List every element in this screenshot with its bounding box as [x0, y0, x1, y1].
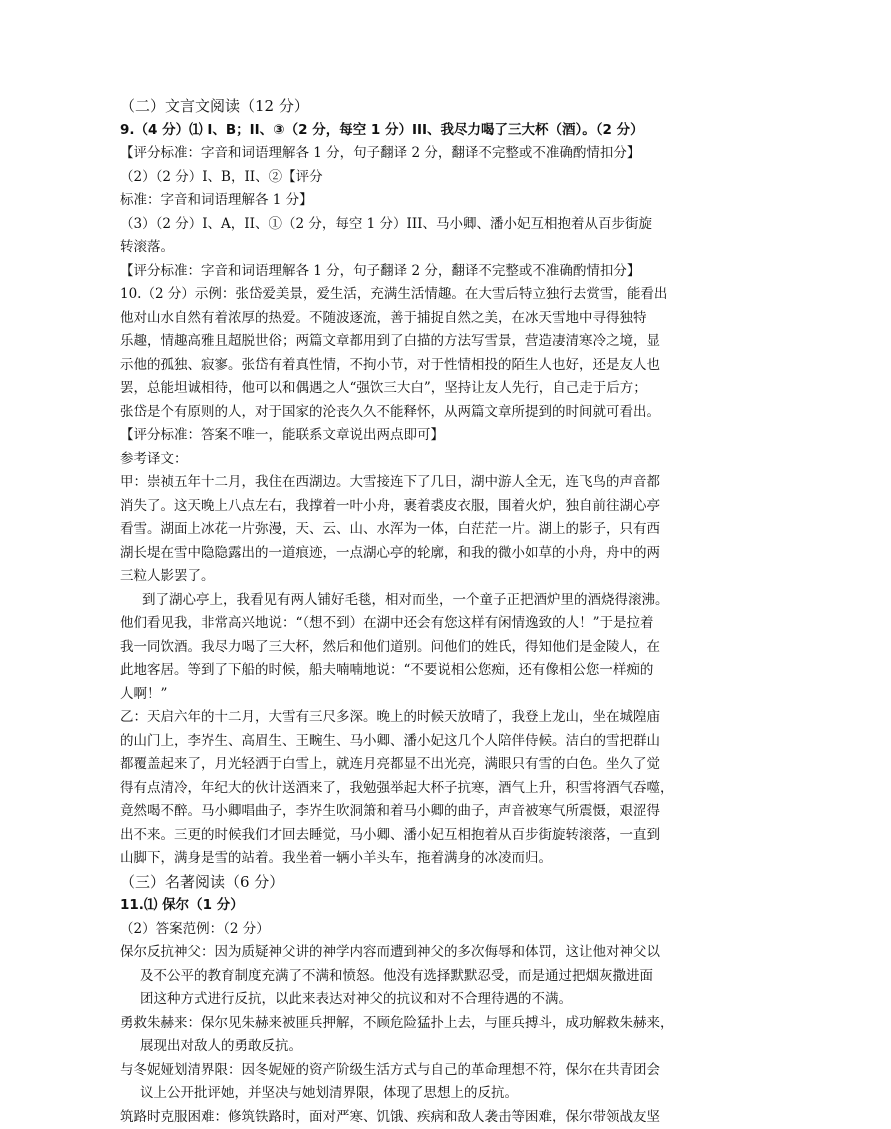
- q11-item-first-line: 筑路时克服困难：修筑铁路时，面对严寒、饥饿、疾病和敌人袭击等困难，保尔带领战友坚: [120, 1106, 780, 1129]
- q11-item-first-line: 保尔反抗神父：因为质疑神父讲的神学内容而遭到神父的多次侮辱和体罚，这让他对神父以: [120, 941, 780, 965]
- q9-sub3-continuation: 转滚落。: [120, 236, 780, 260]
- q10-line: 他对山水自然有着浓厚的热爱。不随波逐流，善于捕捉自然之美，在冰天雪地中寻得独特: [120, 307, 780, 331]
- q11-item: [120, 1059, 780, 1106]
- section-heading-classical: （二）文言文阅读（12 分）: [120, 95, 780, 119]
- translation-jia2-line: 此地客居。等到了下船的时候，船夫喃喃地说：“不要说相公您痴，还有像相公您一样痴的: [120, 659, 780, 683]
- translation-jia2-line: 他们看见我，非常高兴地说：“（想不到）在湖中还会有您这样有闲情逸致的人！”于是拉着: [120, 612, 780, 636]
- translation-jia2-line: 到了湖心亭上，我看见有两人铺好毛毯，相对而坐，一个童子正把酒炉里的酒烧得滚沸。: [120, 589, 780, 613]
- translation-jia-line: 湖长堤在雪中隐隐露出的一道痕迹，一点湖心亭的轮廓，和我的微小如草的小舟，舟中的两: [120, 542, 780, 566]
- translation-yi-line: 乙：天启六年的十二月，大雪有三尺多深。晚上的时候天放晴了，我登上龙山，坐在城隍庙: [120, 706, 780, 730]
- q11-item-cont-line: 议上公开批评她，并坚决与她划清界限，体现了思想上的反抗。: [120, 1082, 780, 1106]
- q10-line: 10.（2 分）示例：张岱爱美景，爱生活，充满生活情趣。在大雪后特立独行去赏雪，能看出: [120, 283, 780, 307]
- q11-sub1-line: 11.⑴ 保尔（1 分）: [120, 894, 780, 918]
- q9-answer-line: 9.（4 分）⑴ I、B；II、③（2 分，每空 1 分）III、我尽力喝了三大杯（酒）。（2 分）: [120, 119, 780, 143]
- q9-sub3-scoring-line: 【评分标准：字音和词语理解各 1 分，句子翻译 2 分，翻译不完整或不准确酌情扣分】: [120, 260, 780, 284]
- reference-translation-label: 参考译文：: [120, 448, 780, 472]
- q11-item: [120, 941, 780, 1012]
- q9-sub2-line: （2）（2 分）I、B，II、②【评分: [120, 166, 780, 190]
- translation-jia-line: 甲：崇祯五年十二月，我住在西湖边。大雪接连下了几日，湖中游人全无，连飞鸟的声音都: [120, 471, 780, 495]
- translation-jia2-line: 人啊！”: [120, 683, 780, 707]
- q9-scoring-line: 【评分标准：字音和词语理解各 1 分，句子翻译 2 分，翻译不完整或不准确酌情扣分】: [120, 142, 780, 166]
- translation-yi-line: 得有点清冷，年纪大的伙计送酒来了，我勉强举起大杯子抗寒，酒气上升，积雪将酒气吞噬，: [120, 777, 780, 801]
- translation-yi-line: 出不来。三更的时候我们才回去睡觉，马小卿、潘小妃互相抱着从百步街旋转滚落，一直到: [120, 824, 780, 848]
- q11-item-first-line: 勇救朱赫来：保尔见朱赫来被匪兵押解，不顾危险猛扑上去，与匪兵搏斗，成功解救朱赫来，: [120, 1012, 780, 1036]
- translation-yi-line: 竟然喝不醉。马小卿唱曲子，李岕生吹洞箫和着马小卿的曲子，声音被寒气所震慑，艰涩得: [120, 800, 780, 824]
- translation-jia2-line: 我一同饮酒。我尽力喝了三大杯，然后和他们道别。问他们的姓氏，得知他们是金陵人，在: [120, 636, 780, 660]
- q10-scoring-line: 【评分标准：答案不唯一，能联系文章说出两点即可】: [120, 424, 780, 448]
- translation-jia-line: 消失了。这天晚上八点左右，我撑着一叶小舟，裹着裘皮衣服，围着火炉，独自前往湖心亭: [120, 495, 780, 519]
- q11-item-cont-line: 展现出对敌人的勇敢反抗。: [120, 1035, 780, 1059]
- q10-line: 乐趣，情趣高雅且超脱世俗；两篇文章都用到了白描的方法写雪景，营造凄清寒冷之境，显: [120, 330, 780, 354]
- q10-line: 罢，总能坦诚相待，他可以和偶遇之人“强饮三大白”，坚持让友人先行，自己走于后方；: [120, 377, 780, 401]
- translation-jia-line: 看雪。湖面上冰花一片弥漫，天、云、山、水浑为一体，白茫茫一片。湖上的影子，只有西: [120, 518, 780, 542]
- translation-yi-line: 山脚下，满身是雪的站着。我坐着一辆小羊头车，拖着满身的冰凌而归。: [120, 847, 780, 871]
- translation-jia-line: 三粒人影罢了。: [120, 565, 780, 589]
- document-page: [120, 95, 780, 1129]
- translation-yi-line: 的山门上，李岕生、高眉生、王畹生、马小卿、潘小妃这几个人陪伴侍候。洁白的雪把群山: [120, 730, 780, 754]
- q11-item-first-line: 与冬妮娅划清界限：因冬妮娅的资产阶级生活方式与自己的革命理想不符，保尔在共青团会: [120, 1059, 780, 1083]
- q9-sub2-scoring-line: 标准：字音和词语理解各 1 分】: [120, 189, 780, 213]
- q11-item: [120, 1106, 780, 1129]
- q11-item-cont-line: 团这种方式进行反抗，以此来表达对神父的抗议和对不合理待遇的不满。: [120, 988, 780, 1012]
- q10-line: 张岱是个有原则的人，对于国家的沦丧久久不能释怀，从两篇文章所提到的时间就可看出。: [120, 401, 780, 425]
- q11-item: [120, 1012, 780, 1059]
- q10-line: 示他的孤独、寂寥。张岱有着真性情，不拘小节，对于性情相投的陌生人也好，还是友人也: [120, 354, 780, 378]
- q11-item-cont-line: 及不公平的教育制度充满了不满和愤怒。他没有选择默默忍受，而是通过把烟灰撒进面: [120, 965, 780, 989]
- section-heading-classics: （三）名著阅读（6 分）: [120, 871, 780, 895]
- q11-sub2-line: （2）答案范例：（2 分）: [120, 918, 780, 942]
- translation-yi-line: 都覆盖起来了，月光轻洒于白雪上，就连月亮都显不出光亮，满眼只有雪的白色。坐久了觉: [120, 753, 780, 777]
- q9-sub3-line: （3）（2 分）I、A，II、①（2 分，每空 1 分）III、马小卿、潘小妃互相抱着从百步街旋: [120, 213, 780, 237]
